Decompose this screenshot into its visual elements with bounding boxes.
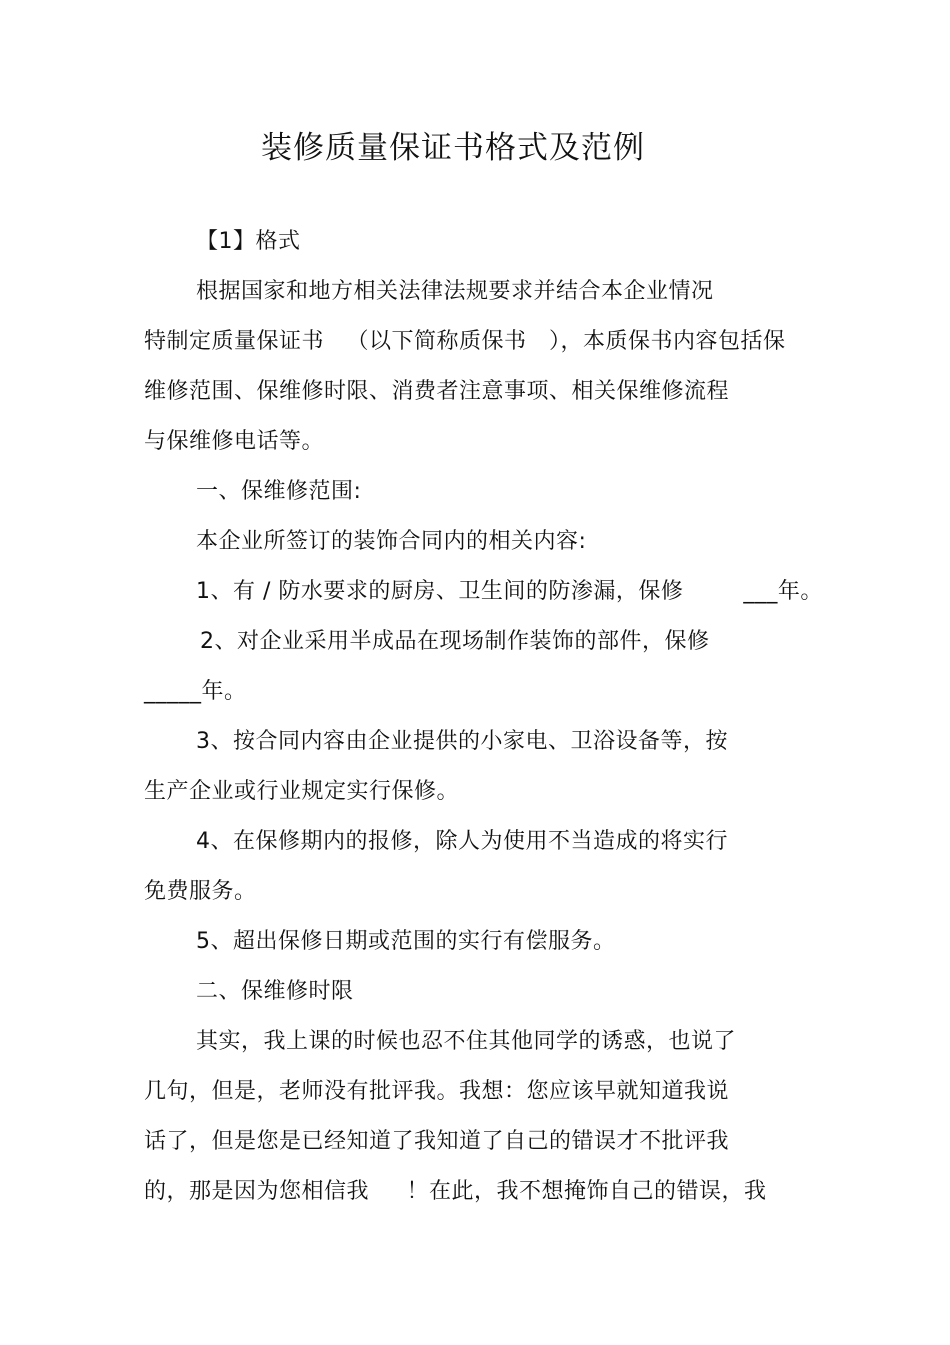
section-heading-scope: 一、保维修范围:: [196, 479, 362, 504]
section-heading-time-limit: 二、保维修时限: [196, 979, 354, 1004]
list-item-3: 3、按合同内容由企业提供的小家电、卫浴设备等，按: [196, 729, 728, 754]
paragraph-line: 生产企业或行业规定实行保修。: [144, 779, 460, 804]
paragraph-line: 与保维修电话等。: [144, 429, 325, 454]
list-item-2: 2、对企业采用半成品在现场制作装饰的部件，保修: [200, 629, 710, 654]
paragraph-line: 根据国家和地方相关法律法规要求并结合本企业情况: [196, 279, 714, 304]
paragraph-line: 本企业所签订的装饰合同内的相关内容:: [196, 529, 587, 554]
section-heading-format: 【1】格式: [196, 229, 301, 254]
list-item-1: 1、有 / 防水要求的厨房、卫生间的防渗漏，保修 ___年。: [196, 579, 823, 604]
paragraph-line: 话了，但是您是已经知道了我知道了自己的错误才不批评我: [144, 1129, 730, 1154]
document-title: 装修质量保证书格式及范例: [261, 130, 645, 166]
paragraph-line: 的，那是因为您相信我 ！在此，我不想掩饰自己的错误，我: [144, 1179, 767, 1204]
paragraph-line: 免费服务。: [144, 879, 257, 904]
list-item-5: 5、超出保修日期或范围的实行有偿服务。: [196, 929, 616, 954]
paragraph-line: _____年。: [144, 679, 247, 704]
paragraph-line: 几句，但是，老师没有批评我。我想：您应该早就知道我说: [144, 1079, 730, 1104]
paragraph-line: 特制定质量保证书 （以下简称质保书 ），本质保书内容包括保: [144, 329, 786, 354]
paragraph-line: 维修范围、保维修时限、消费者注意事项、相关保维修流程: [144, 379, 730, 404]
paragraph-line: 其实，我上课的时候也忍不住其他同学的诱惑，也说了: [196, 1029, 737, 1054]
list-item-4: 4、在保修期内的报修，除人为使用不当造成的将实行: [196, 829, 728, 854]
